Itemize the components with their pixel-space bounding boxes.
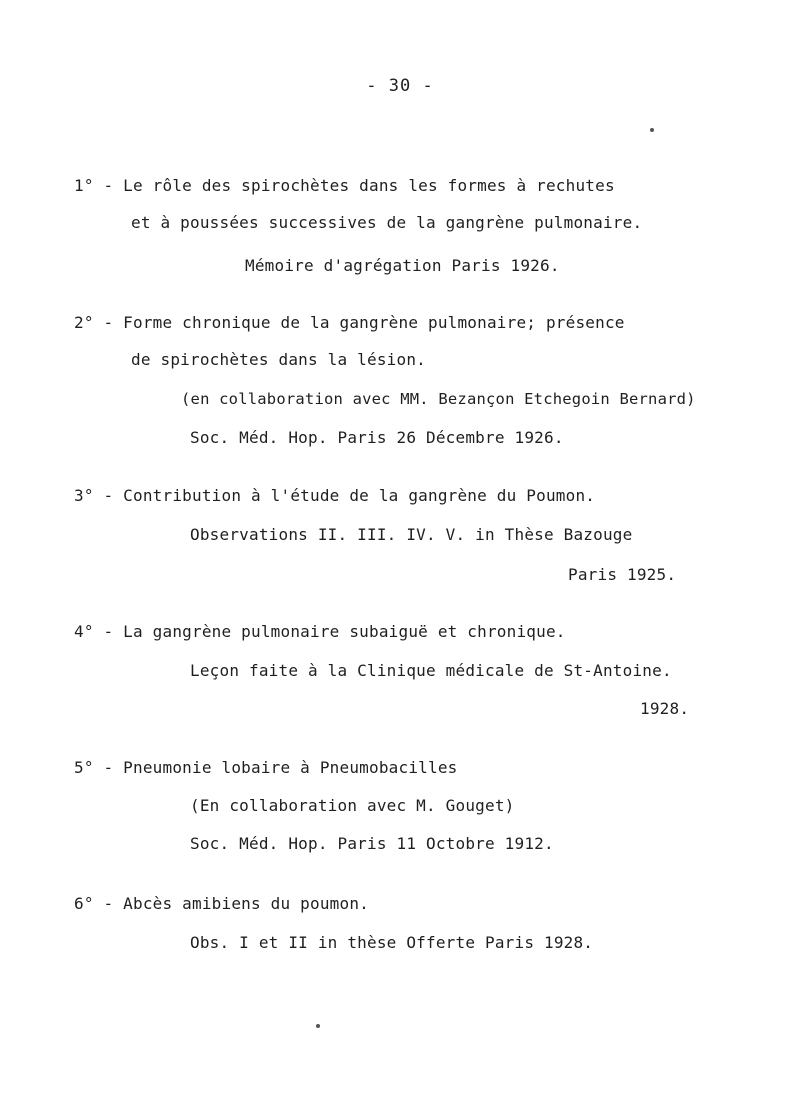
entry-5-reference: Soc. Méd. Hop. Paris 11 Octobre 1912.	[190, 834, 554, 853]
entry-3-title: 3° - Contribution à l'étude de la gangrène du Poumon.	[74, 486, 596, 505]
ink-speck	[316, 1024, 320, 1028]
entry-6-title: 6° - Abcès amibiens du poumon.	[74, 894, 369, 913]
entry-6-reference: Obs. I et II in thèse Offerte Paris 1928.	[190, 933, 594, 952]
entry-2-title: 2° - Forme chronique de la gangrène pulmonaire; présence	[74, 313, 625, 332]
entry-1-reference: Mémoire d'agrégation Paris 1926.	[245, 256, 560, 275]
entry-2-reference: Soc. Méd. Hop. Paris 26 Décembre 1926.	[190, 428, 564, 447]
entry-2-line-2: de spirochètes dans la lésion.	[131, 350, 426, 369]
entry-3-reference: Paris 1925.	[568, 565, 677, 584]
entry-1-title: 1° - Le rôle des spirochètes dans les formes à rechutes	[74, 176, 615, 195]
entry-5-collaboration: (En collaboration avec M. Gouget)	[190, 796, 515, 815]
page-number: - 30 -	[366, 76, 434, 96]
entry-4-title: 4° - La gangrène pulmonaire subaiguë et chronique.	[74, 622, 566, 641]
entry-3-observations: Observations II. III. IV. V. in Thèse Bazouge	[190, 525, 633, 544]
entry-5-title: 5° - Pneumonie lobaire à Pneumobacilles	[74, 758, 458, 777]
entry-2-collaboration: (en collaboration avec MM. Bezançon Etchegoin Bernard)	[181, 390, 696, 408]
entry-4-reference: 1928.	[640, 699, 690, 718]
entry-4-lecture: Leçon faite à la Clinique médicale de St-Antoine.	[190, 661, 672, 680]
entry-1-line-2: et à poussées successives de la gangrène pulmonaire.	[131, 213, 643, 232]
ink-speck	[650, 128, 654, 132]
